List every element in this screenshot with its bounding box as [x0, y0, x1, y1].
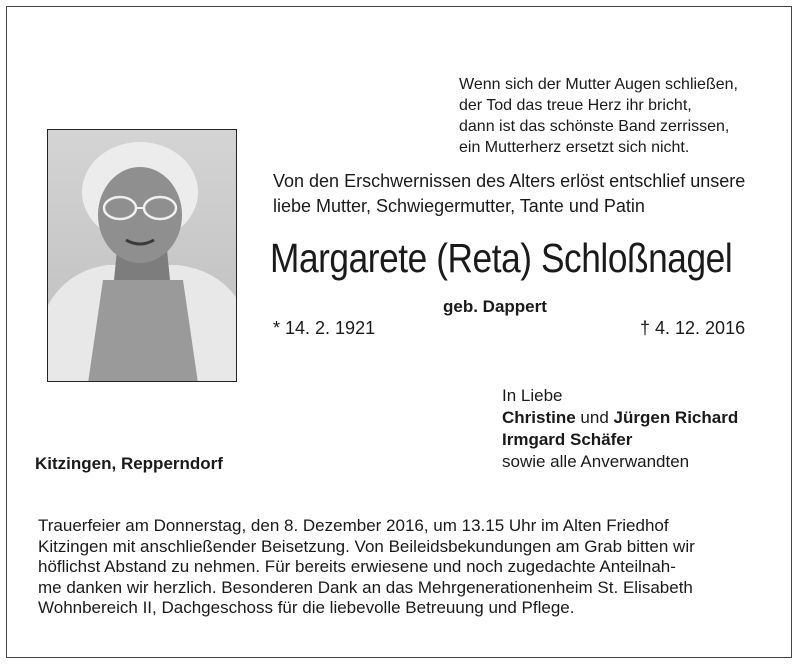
mourners-opening: In Liebe	[502, 386, 563, 405]
intro-text	[273, 169, 763, 219]
portrait-photo	[47, 129, 237, 382]
maiden-name: geb. Dappert	[443, 297, 547, 316]
mourners-line-2	[502, 429, 782, 451]
mourners-closing: sowie alle Anverwandten	[502, 452, 690, 471]
mourner-name: Jürgen Richard	[613, 408, 739, 427]
notice-line: Trauerfeier am Donnerstag, den 8. Dezember 2016, um 13.15 Uhr im Alten Friedhof	[38, 516, 669, 535]
portrait-image	[48, 130, 237, 382]
notice-line: höflichst Abstand zu nehmen. Für bereits erwiesene und noch zugedachte Anteilnah-	[38, 557, 676, 576]
intro-line: liebe Mutter, Schwiegermutter, Tante und Patin	[273, 196, 645, 216]
deceased-name: Margarete (Reta) Schloßnagel	[270, 235, 733, 281]
funeral-notice	[38, 516, 764, 619]
birth-date: * 14. 2. 1921	[273, 318, 376, 338]
mourners-block	[502, 385, 782, 473]
place-name: Kitzingen, Repperndorf	[35, 454, 223, 473]
poem-line: Wenn sich der Mutter Augen schließen,	[459, 76, 738, 93]
mourner-name: Christine	[502, 408, 576, 427]
mourner-conjunction: und	[580, 408, 609, 427]
poem-line: ein Mutterherz ersetzt sich nicht.	[459, 139, 690, 156]
poem	[459, 74, 779, 158]
death-date: † 4. 12. 2016	[640, 318, 746, 338]
poem-line: dann ist das schönste Band zerrissen,	[459, 118, 730, 135]
notice-line: me danken wir herzlich. Besonderen Dank an das Mehrgenerationenheim St. Elisabeth	[38, 577, 693, 597]
notice-line: Wohnbereich II, Dachgeschoss für die liebevolle Betreuung und Pflege.	[38, 598, 575, 617]
mourner-name: Irmgard Schäfer	[502, 430, 633, 449]
mourners-line-1	[502, 407, 782, 429]
intro-line: Von den Erschwernissen des Alters erlöst entschlief unsere	[273, 171, 746, 191]
poem-line: der Tod das treue Herz ihr bricht,	[459, 97, 692, 114]
notice-line: Kitzingen mit anschließender Beisetzung. Von Beileidsbekundungen am Grab bitten wir	[38, 536, 695, 556]
